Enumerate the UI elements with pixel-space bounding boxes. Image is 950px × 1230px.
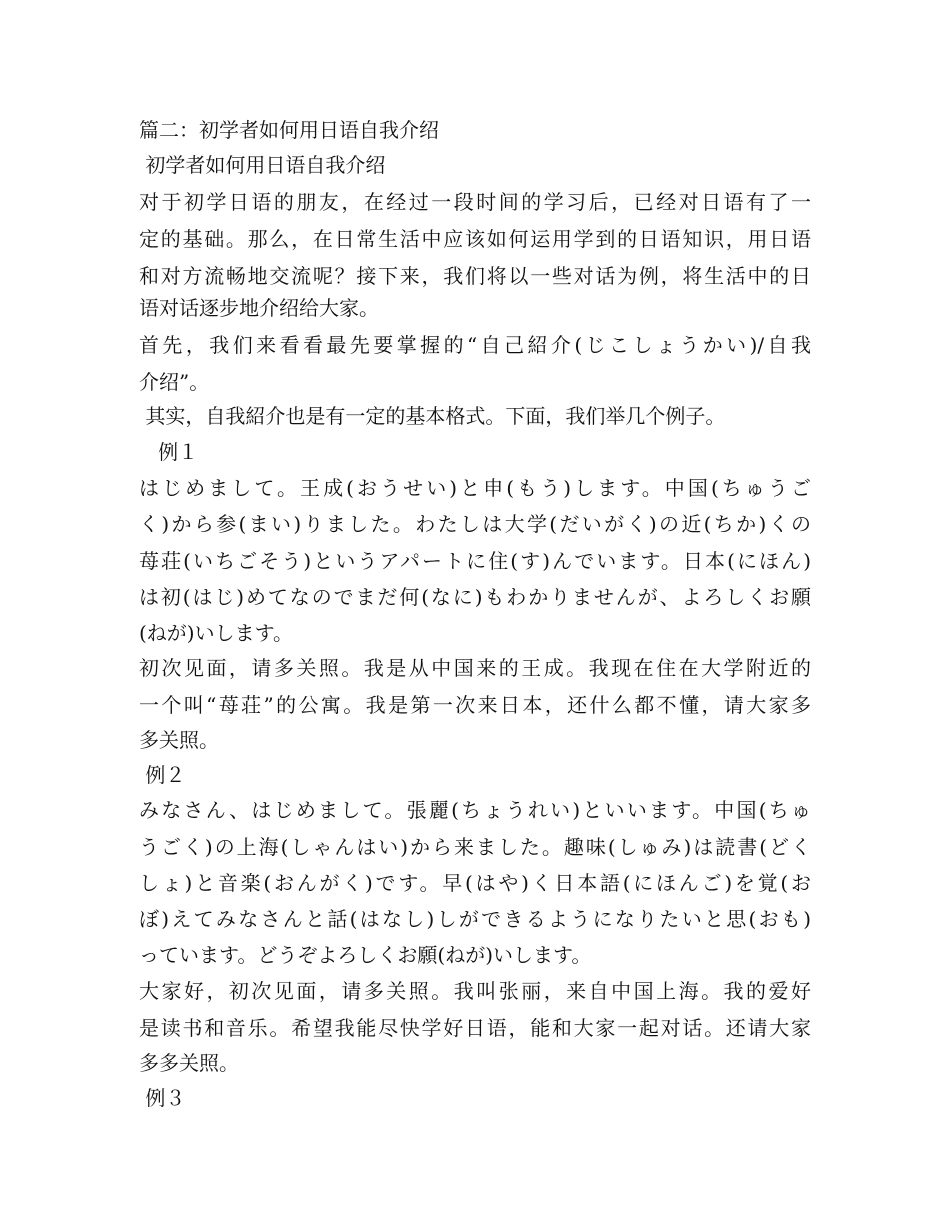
- translation-line: 初次见面，请多关照。我是从中国来的王成。我现在住在大学附近的: [139, 656, 811, 680]
- paragraph-line: 语对话逐步地介绍给大家。: [139, 296, 379, 320]
- japanese-example-line: みなさん、はじめまして。張麗(ちょうれい)といいます。中国(ちゅ: [139, 798, 811, 822]
- example-label: 例２: [139, 763, 186, 787]
- japanese-example-line: (ねが)いします。: [139, 621, 294, 645]
- japanese-example-line: は初(はじ)めてなのでまだ何(なに)もわかりませんが、よろしくお願: [139, 585, 811, 609]
- japanese-example-line: ぼ)えてみなさんと話(はなし)しができるようになりたいと思(おも): [139, 907, 811, 931]
- paragraph-line: 定的基础。那么，在日常生活中应该如何运用学到的日语知识，用日语: [139, 227, 811, 251]
- translation-line: 多多关照。: [139, 1051, 239, 1075]
- japanese-example-line: く)から参(まい)りました。わたしは大学(だいがく)の近(ちか)くの: [139, 512, 811, 536]
- paragraph-line: 对于初学日语的朋友，在经过一段时间的学习后，已经对日语有了一: [139, 190, 811, 214]
- section-heading: 篇二：初学者如何用日语自我介绍: [139, 118, 439, 142]
- paragraph-line: 和对方流畅地交流呢？接下来，我们将以一些对话为例，将生活中的日: [139, 264, 811, 288]
- example-label: 例１: [139, 440, 199, 464]
- example-label: 例３: [139, 1086, 186, 1110]
- translation-line: 大家好，初次见面，请多关照。我叫张丽，来自中国上海。我的爱好: [139, 979, 811, 1003]
- japanese-example-line: っています。どうぞよろしくお願(ねが)いします。: [139, 943, 592, 967]
- translation-line: 多关照。: [139, 728, 219, 752]
- translation-line: 是读书和音乐。希望我能尽快学好日语，能和大家一起对话。还请大家: [139, 1016, 811, 1040]
- japanese-example-line: うごく)の上海(しゃんはい)から来ました。趣味(しゅみ)は読書(どく: [139, 835, 811, 859]
- japanese-example-line: はじめまして。王成(おうせい)と申(もう)します。中国(ちゅうご: [139, 476, 811, 500]
- translation-line: 一个叫“苺荘”的公寓。我是第一次来日本，还什么都不懂，请大家多: [139, 693, 811, 717]
- japanese-example-line: 苺荘(いちごそう)というアパートに住(す)んでいます。日本(にほん): [139, 549, 811, 573]
- paragraph-line: 介绍”。: [139, 370, 210, 394]
- japanese-example-line: しょ)と音楽(おんがく)です。早(はや)く日本語(にほんご)を覚(お: [139, 871, 811, 895]
- article-title: 初学者如何用日语自我介绍: [139, 153, 386, 177]
- paragraph-line: 其实，自我紹介也是有一定的基本格式。下面，我们举几个例子。: [139, 404, 726, 428]
- paragraph-line: 首先，我们来看看最先要掌握的“自己紹介(じこしょうかい)/自我: [139, 333, 811, 357]
